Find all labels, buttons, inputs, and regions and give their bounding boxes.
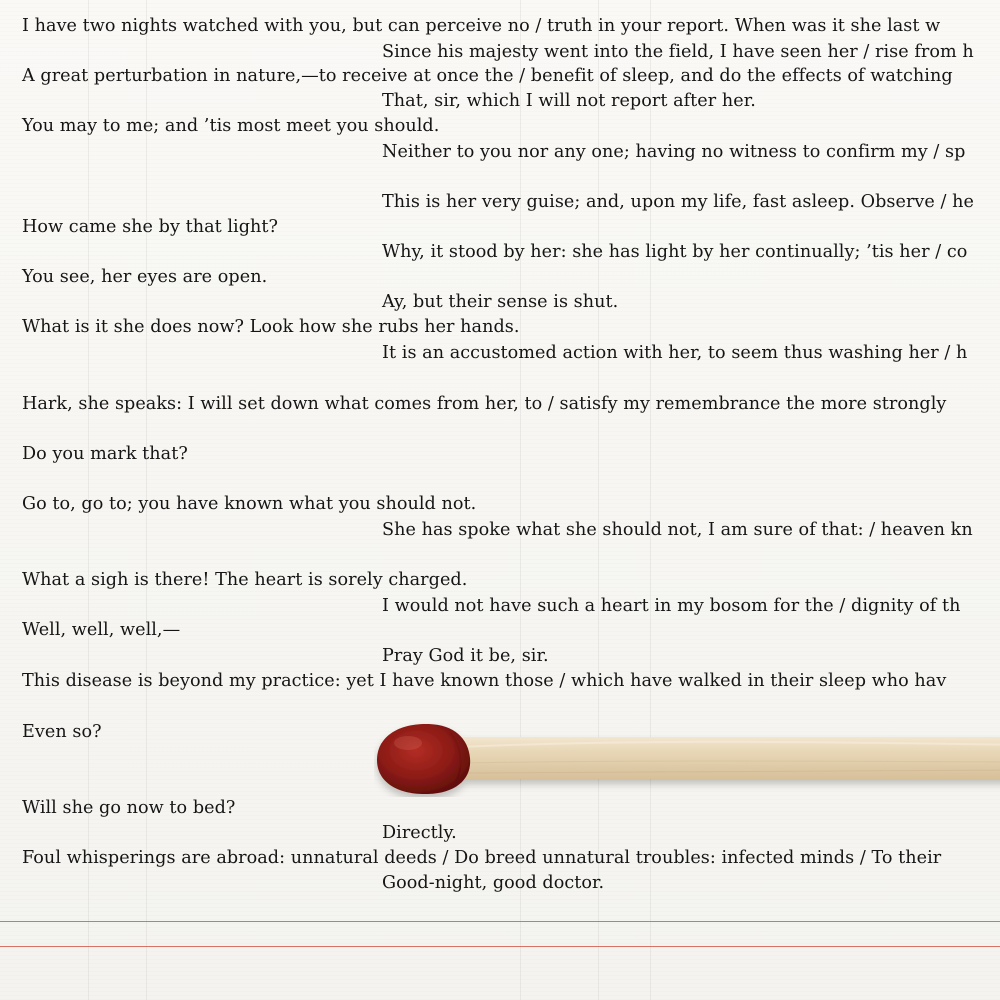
matchstick-image bbox=[374, 721, 1000, 797]
dialogue-line: I would not have such a heart in my bosom for the / dignity of th bbox=[382, 596, 961, 616]
dialogue-line: This is her very guise; and, upon my life, fast asleep. Observe / he bbox=[382, 192, 974, 212]
dialogue-line: That, sir, which I will not report after her. bbox=[382, 91, 756, 111]
dialogue-line: How came she by that light? bbox=[22, 217, 279, 237]
dialogue-line: Go to, go to; you have known what you should not. bbox=[22, 494, 477, 514]
dialogue-line: Will she go now to bed? bbox=[22, 798, 236, 818]
dialogue-line: Directly. bbox=[382, 823, 457, 843]
dialogue-line: What is it she does now? Look how she rubs her hands. bbox=[22, 317, 520, 337]
dialogue-line: Pray God it be, sir. bbox=[382, 646, 549, 666]
dialogue-line: She has spoke what she should not, I am sure of that: / heaven kn bbox=[382, 520, 973, 540]
dialogue-line: Hark, she speaks: I will set down what comes from her, to / satisfy my remembrance the more strongly bbox=[22, 394, 947, 414]
dialogue-line: Since his majesty went into the field, I have seen her / rise from h bbox=[382, 42, 974, 62]
dialogue-line: Well, well, well,— bbox=[22, 620, 181, 640]
dialogue-line: Do you mark that? bbox=[22, 444, 188, 464]
dialogue-line: Even so? bbox=[22, 722, 102, 742]
dialogue-line: You may to me; and ’tis most meet you should. bbox=[22, 116, 440, 136]
dialogue-line: Ay, but their sense is shut. bbox=[382, 292, 619, 312]
dialogue-line: Foul whisperings are abroad: unnatural deeds / Do breed unnatural troubles: infected minds / To their bbox=[22, 848, 942, 868]
red-rule-top bbox=[0, 921, 1000, 922]
dialogue-line: You see, her eyes are open. bbox=[22, 267, 268, 287]
dialogue-line: This disease is beyond my practice: yet I have known those / which have walked in their sleep who hav bbox=[22, 671, 947, 691]
match-head bbox=[377, 724, 470, 794]
dialogue-line: Good-night, good doctor. bbox=[382, 873, 605, 893]
dialogue-line: What a sigh is there! The heart is sorely charged. bbox=[22, 570, 468, 590]
dialogue-line: Why, it stood by her: she has light by her continually; ’tis her / co bbox=[382, 242, 968, 262]
red-rule-bottom bbox=[0, 946, 1000, 947]
dialogue-line: A great perturbation in nature,—to receive at once the / benefit of sleep, and do the effects of watching bbox=[22, 66, 953, 86]
dialogue-line: It is an accustomed action with her, to seem thus washing her / h bbox=[382, 343, 968, 363]
dialogue-line: I have two nights watched with you, but can perceive no / truth in your report. When was it she last w bbox=[22, 16, 941, 36]
dialogue-line: Neither to you nor any one; having no witness to confirm my / sp bbox=[382, 142, 966, 162]
